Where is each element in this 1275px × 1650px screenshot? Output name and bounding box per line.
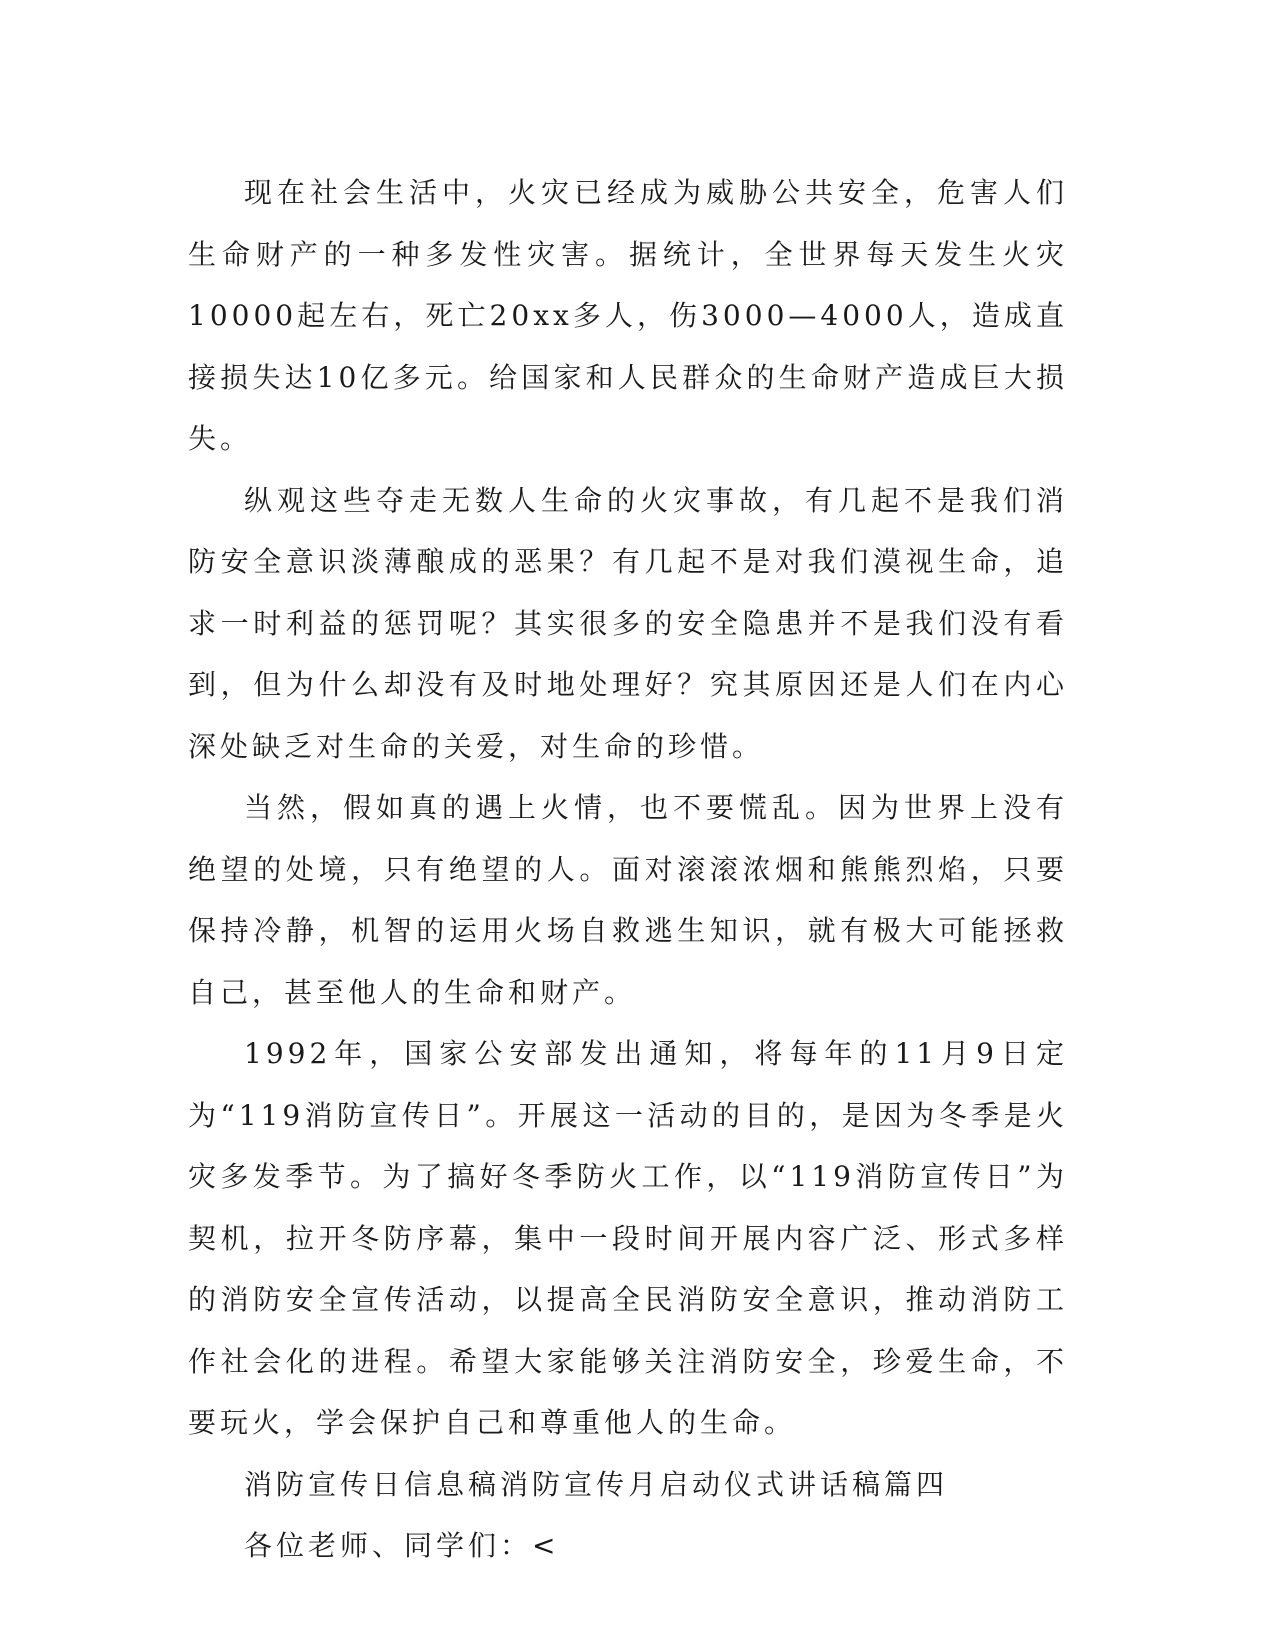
paragraph-119-day: 1992年，国家公安部发出通知，将每年的11月9日定为“119消防宣传日”。开展这一活动的目的，是因为冬季是火灾多发季节。为了搞好冬季防火工作，以“119消防宣传日”为契机，拉开冬防序幕，集中一段时间开展内容广泛、形式多样的消防安全宣传活动，以提高全民消防安全意识，推动消防工作社会化的进程。希望大家能够关注消防安全，珍爱生命，不要玩火，学会保护自己和尊重他人的生命。 <box>188 1037 1068 1439</box>
section-title: 消防宣传日信息稿消防宣传月启动仪式讲话稿篇四 <box>244 1467 949 1501</box>
salutation: 各位老师、同学们：< <box>244 1529 560 1562</box>
paragraph-safety-awareness: 纵观这些夺走无数人生命的火灾事故，有几起不是我们消防安全意识淡薄酿成的恶果？有几起不是对我们漠视生命，追求一时利益的惩罚呢？其实很多的安全隐患并不是我们没有看到，但为什么却没有及时地处理好？究其原因还是人们在内心深处缺乏对生命的关爱，对生命的珍惜。 <box>188 483 1068 763</box>
document-body <box>188 162 1068 1577</box>
paragraph-fire-statistics: 现在社会生活中，火灾已经成为威胁公共安全，危害人们生命财产的一种多发性灾害。据统计，全世界每天发生火灾10000起左右，死亡20xx多人，伤3000—4000人，造成直接损失达10亿多元。给国家和人民群众的生命财产造成巨大损失。 <box>188 176 1068 455</box>
paragraph-escape-advice: 当然，假如真的遇上火情，也不要慌乱。因为世界上没有绝望的处境，只有绝望的人。面对滚滚浓烟和熊熊烈焰，只要保持冷静，机智的运用火场自救逃生知识，就有极大可能拯救自己，甚至他人的生命和财产。 <box>188 791 1068 1009</box>
